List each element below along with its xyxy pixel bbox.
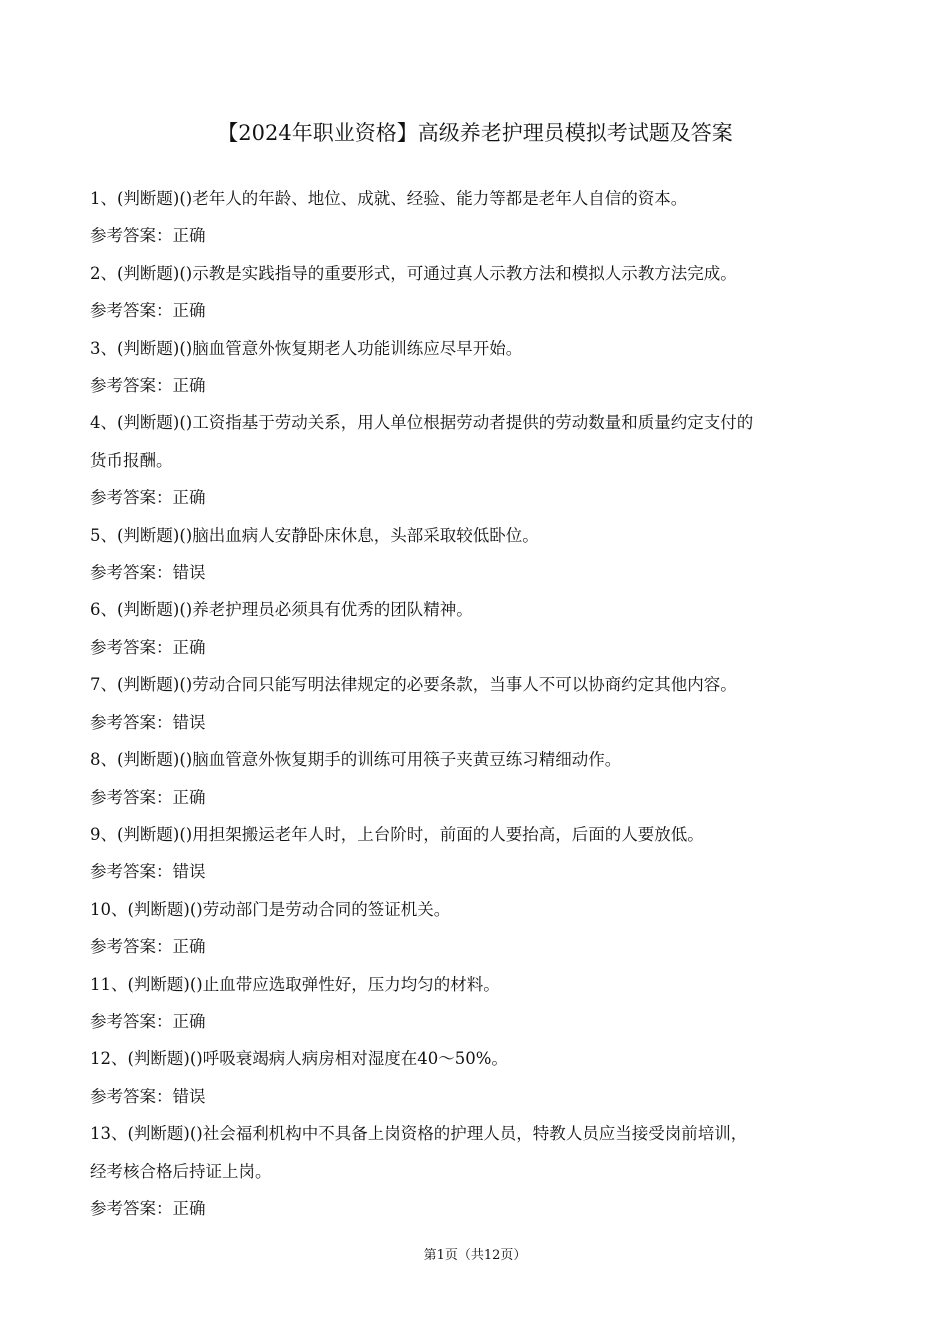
question-item xyxy=(90,517,870,554)
answer-line xyxy=(90,704,870,741)
answer-value: 正确 xyxy=(172,488,206,508)
answer-value: 正确 xyxy=(172,226,206,246)
answer-line xyxy=(90,1078,870,1115)
answer-value: 错误 xyxy=(172,1086,206,1106)
page-title: 【2024年职业资格】高级养老护理员模拟考试题及答案 xyxy=(217,121,733,145)
answer-label: 参考答案： xyxy=(90,563,173,583)
answer-label: 参考答案： xyxy=(90,787,173,807)
answer-value: 正确 xyxy=(172,1011,206,1031)
answer-line xyxy=(90,367,870,404)
answer-label: 参考答案： xyxy=(90,1198,173,1218)
question-text: 10、(判断题)()劳动部门是劳动合同的签证机关。 xyxy=(90,899,451,919)
question-text: 6、(判断题)()养老护理员必须具有优秀的团队精神。 xyxy=(90,600,473,620)
answer-line xyxy=(90,1003,870,1040)
answer-line xyxy=(90,779,870,816)
answer-label: 参考答案： xyxy=(90,488,173,508)
answer-label: 参考答案： xyxy=(90,301,173,321)
answer-label: 参考答案： xyxy=(90,1086,173,1106)
question-item xyxy=(90,404,870,479)
question-text: 货币报酬。 xyxy=(90,450,173,470)
question-text: 11、(判断题)()止血带应选取弹性好，压力均匀的材料。 xyxy=(90,974,500,994)
answer-line xyxy=(90,1190,870,1227)
answer-value: 正确 xyxy=(172,301,206,321)
answer-value: 错误 xyxy=(172,563,206,583)
answer-value: 正确 xyxy=(172,637,206,657)
answer-line xyxy=(90,928,870,965)
question-item xyxy=(90,816,870,853)
question-text: 7、(判断题)()劳动合同只能写明法律规定的必要条款，当事人不可以协商约定其他内容。 xyxy=(90,675,737,695)
question-text: 经考核合格后持证上岗。 xyxy=(90,1161,272,1181)
question-text: 3、(判断题)()脑血管意外恢复期老人功能训练应尽早开始。 xyxy=(90,338,523,358)
question-item xyxy=(90,1115,870,1190)
question-text: 8、(判断题)()脑血管意外恢复期手的训练可用筷子夹黄豆练习精细动作。 xyxy=(90,750,622,770)
question-item xyxy=(90,1040,870,1077)
question-item xyxy=(90,891,870,928)
answer-value: 错误 xyxy=(172,712,206,732)
answer-value: 正确 xyxy=(172,376,206,396)
answer-value: 正确 xyxy=(172,1198,206,1218)
question-item xyxy=(90,255,870,292)
answer-line xyxy=(90,292,870,329)
answer-label: 参考答案： xyxy=(90,712,173,732)
answer-label: 参考答案： xyxy=(90,862,173,882)
answer-value: 错误 xyxy=(172,862,206,882)
answer-line xyxy=(90,479,870,516)
question-text: 1、(判断题)()老年人的年龄、地位、成就、经验、能力等都是老年人自信的资本。 xyxy=(90,189,688,208)
question-item xyxy=(90,966,870,1003)
answer-value: 正确 xyxy=(172,937,206,957)
question-item xyxy=(90,330,870,367)
answer-label: 参考答案： xyxy=(90,637,173,657)
answer-label: 参考答案： xyxy=(90,937,173,957)
question-item xyxy=(90,666,870,703)
question-text: 9、(判断题)()用担架搬运老年人时，上台阶时，前面的人要抬高，后面的人要放低。 xyxy=(90,824,704,844)
question-text: 12、(判断题)()呼吸衰竭病人病房相对湿度在40～50%。 xyxy=(90,1049,508,1069)
answer-value: 正确 xyxy=(172,787,206,807)
question-item xyxy=(90,591,870,628)
question-text: 2、(判断题)()示教是实践指导的重要形式，可通过真人示教方法和模拟人示教方法完成。 xyxy=(90,263,737,283)
question-text: 13、(判断题)()社会福利机构中不具备上岗资格的护理人员，特教人员应当接受岗前培训， xyxy=(90,1124,748,1144)
question-text: 5、(判断题)()脑出血病人安静卧床休息，头部采取较低卧位。 xyxy=(90,525,539,545)
question-text: 4、(判断题)()工资指基于劳动关系，用人单位根据劳动者提供的劳动数量和质量约定支付的 xyxy=(90,413,754,433)
question-list xyxy=(90,180,870,1227)
answer-label: 参考答案： xyxy=(90,376,173,396)
question-item xyxy=(90,180,870,217)
page-footer: 第1页（共12页） xyxy=(423,1248,527,1263)
answer-line xyxy=(90,629,870,666)
answer-line xyxy=(90,853,870,890)
answer-line xyxy=(90,554,870,591)
answer-label: 参考答案： xyxy=(90,1011,173,1031)
answer-label: 参考答案： xyxy=(90,226,173,246)
answer-line xyxy=(90,217,870,254)
question-item xyxy=(90,741,870,778)
